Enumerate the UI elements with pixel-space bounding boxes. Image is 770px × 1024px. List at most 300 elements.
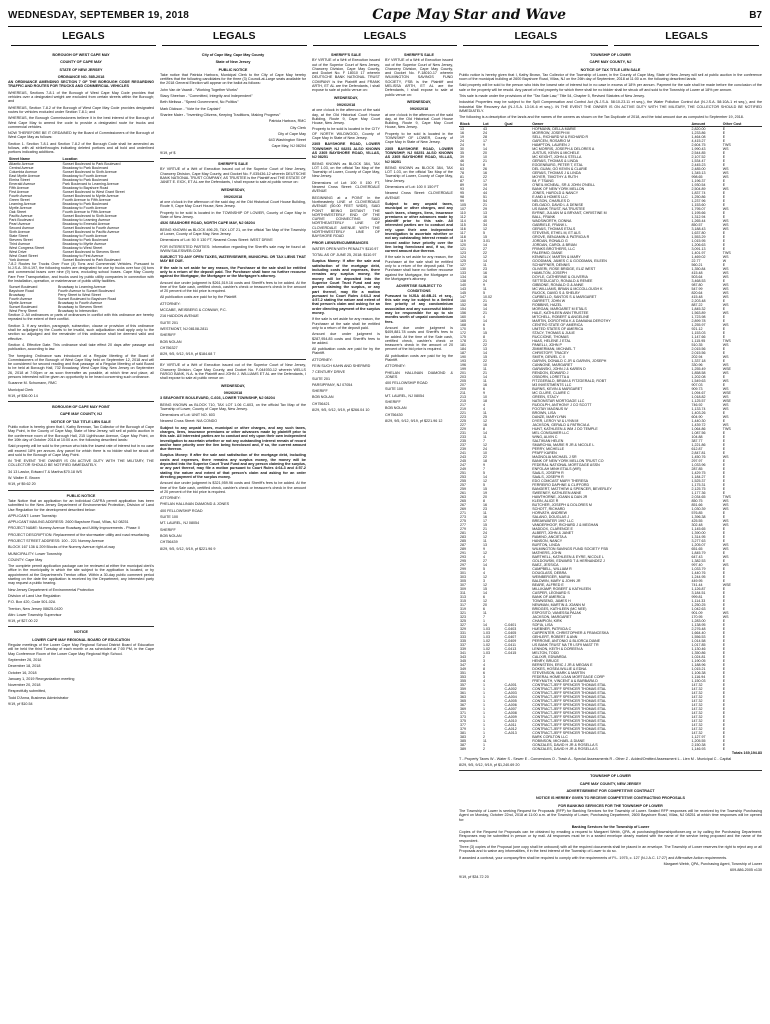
table-cell: 190 [460,354,466,359]
table-cell: 245 [460,458,466,463]
table-cell: 105 [460,202,466,207]
table-cell: STACY, THOMAS & JULIE [532,330,575,335]
table-cell: E [722,634,726,639]
property-address: 2305 BAYSHORE ROAD, LOWER TOWNSHIP, NJ 08251 ALSO KNOWN AS 2305 BAYSHORE ROAD, VILLAS, NJ 08251 [312,142,380,160]
table-header: Other Cost [722,122,762,127]
table-cell: 5 [483,326,486,331]
table-cell: MELTON, TODD [532,650,559,655]
table-cell: 4 [483,314,486,319]
table-cell: HALE, KATHLEEN ANN TRUSTEE [532,310,589,315]
table-cell: BRIDGES, KATHLEEN (MC NEE) [532,606,587,611]
table-cell: E [722,346,726,351]
paragraph: MUNICIPALITY: Lower Township [8,551,62,556]
table-cell: E [722,202,726,207]
notice-title: SHERIFF'S SALE [404,53,434,57]
fee-text: 9/19, pf $34.72 [459,874,484,879]
table-cell: WS [722,422,729,427]
table-cell: 124 [460,254,466,259]
table-cell: 150 [460,298,466,303]
table-cell: E [722,318,726,323]
table-cell: SETTEDUCATO, RONALD & RENEE [532,278,593,283]
table-cell: E [722,238,726,243]
table-cell: MITCHELL, ROBERT & ANGELINE [532,314,590,319]
table-cell: 249 [460,466,466,471]
table-cell: WS [722,454,729,459]
paragraph: Section 3. If any section, paragraph, subsection, clause or provision of this ordinance shall be adjudged by the Courts to be invalid, such adjudication shall apply only to the section so adjudged and the remainder of this ordinance shall be deemed valid and effective. [8,323,154,341]
signature: Attn: Lower Township Supervisor [8,612,62,617]
table-cell: 576.85 [691,510,703,515]
table-cell: Columbia Avenue [9,169,38,174]
table-cell: WS [722,222,729,227]
table-cell: C-A001 [504,682,517,687]
table-cell: WS [722,254,729,259]
paragraph: If the sale is set aside for any reason, the Purchaser at the sale shall be entitled only to a return of the deposit paid. The Purchaser shall have no further recourse against the Mortgagor, the Mortgagee or the Mortgagee's attorney. [160,265,306,279]
fee-num: 20 [515,763,520,768]
table-cell: E [722,650,726,655]
paragraph: WATER OPEN WITH PENALTY $110.97 [312,246,379,251]
table-cell: 1,396.38 [691,514,706,519]
table-cell: E [722,130,726,135]
fee-line [459,763,762,767]
table-cell: E [722,630,726,635]
table-cell: State Street [9,233,28,238]
table-cell: BREAKWATER 1997 LLC [532,518,574,523]
divider [160,158,306,159]
table-cell: WS [722,554,729,559]
paragraph: The complete permit application package can be reviewed at either the municipal clerk's office in the municipality in which the site subject to the application is located, or by appointment at the Department's Trenton office. Within a 30-day public comment period starting on the date the application is received by the Department, any interested party may request a public hearing. [8,564,154,586]
table-cell: 547.99 [691,286,703,291]
table-cell: 14 [483,306,488,311]
table-cell: 219 [460,406,466,411]
fee-text: 9/19, pf $27.00 [8,619,33,624]
table-cell: 235 [460,438,466,443]
table-cell: E [722,438,726,443]
table-cell: Stevens Street [9,237,33,242]
meeting-date: September 26, 2018 [8,657,42,662]
table-cell: Sunset Boulevard to Bayshore Road [57,297,117,302]
table-cell: WS [722,322,729,327]
table-cell: CONTRACT-JEFF SPENCER THOMAS ETAL [532,698,607,703]
table-cell: O'NEIL MCNEAL, SR & JOHN O'NEILL [532,182,596,187]
table-cell: 11 [483,366,487,371]
paragraph: APPLICANT: Lower Township [8,513,57,518]
table-cell: SMARCHIA, MARIE R JR & NICOLE L [532,442,595,447]
attorney: ATTORNEY: [160,496,181,501]
table-cell: DOYLE, CATHERINE & OLIVERIA [532,274,588,279]
table-cell: E [722,658,726,663]
table-cell: 15 [483,522,488,527]
table-cell: 1,030.39 [691,506,706,511]
table-cell: 107 [460,206,466,211]
table-cell: 233 [460,434,466,439]
table-cell: 22 [483,454,488,459]
table-cell: Elmira Street [9,177,30,182]
table-cell: WS [722,506,729,511]
fee-num: 20 [31,482,36,487]
table-cell: 449.95 [691,578,703,583]
table-cell: 112 [460,214,466,219]
table-cell: BANK OF AMERICA [532,594,566,599]
table-cell: E [722,662,726,667]
table-cell: 24 [483,530,488,535]
table-cell: C-0403 [504,626,517,631]
table-cell: 287 [460,542,466,547]
table-cell: 5 [483,566,486,571]
table-cell: RENDON, EDWARD J [532,370,569,375]
table-cell: 2,847.81 [691,450,706,455]
table-cell: 415.48 [691,270,703,275]
table-cell: 273 [460,514,466,519]
table-cell: 387.77 [691,438,703,443]
table-cell: C-0401 [504,622,517,627]
paragraph: If the sale is set aside for any reason, the Purchaser at the sale shall be entitled only to a return of the deposit paid. The Purchaser shall have no further recourse against the Mortgagor, the Mortgagee or the Mortgagee's attorney. [385,255,453,281]
table-cell: WS [722,174,729,179]
attorney: SUITE 100 [160,515,179,520]
table-cell: Sunset Boulevard to Stevens Street [62,249,120,254]
notice-subtitle: LOWER CAPE MAY REGIONAL BOARD OF EDUCATION [32,637,130,642]
paragraph: Dimensions of Lot: 100 X 150 FT, Nearest Cross Street: CLOVERDALE AVENUE [312,180,380,194]
paragraph: If the sale is set aside for any reason, the Purchaser at the sale shall be entitled only to a return of the deposit paid. [312,317,380,330]
table-cell: Central Avenue [9,165,34,170]
table-cell: 227 [460,422,466,427]
table-cell: 339 [460,646,466,651]
attorney: 400 FELLOWSHIP ROAD [385,381,428,386]
table-cell: 335 [460,638,466,643]
table-cell: 21 [483,310,488,315]
table-cell: 143 [460,286,466,291]
table-cell: E [722,230,726,235]
notice-title: BOROUGH OF WEST CAPE MAY [52,53,110,57]
table-cell: 510.35 [691,342,703,347]
table-cell: WS [722,290,729,295]
table-cell: E [722,666,726,671]
table-cell: 63 [460,166,464,171]
fee-text: 8/29, 9/5, 9/12, 9/19, pf $221.96 [160,546,213,551]
table-cell: 353 [460,674,466,679]
table-cell: RUCCIONE, THOMAS [532,334,569,339]
table-cell: C-A010 [504,718,517,723]
table-cell: PFAFF KAREN [532,450,557,455]
table-cell: 1,114.33 [691,598,706,603]
table-header: Qual [504,122,532,127]
table-cell: 351 [460,670,466,675]
table-cell: 39 [460,154,464,159]
sale-date: 09/26/2018 [409,107,429,112]
table-cell: E [722,446,726,451]
table-cell: 114 [460,218,466,223]
masthead [8,4,762,26]
table-cell: 40 [483,218,488,223]
table-cell: 1,845.79 [691,550,706,555]
table-cell: 26 [483,166,488,171]
table-cell: 1,146.93 [691,746,706,751]
notice-subtitle: CAPE MAY COUNTY, NEW JERSEY [579,781,642,786]
table-cell: FREYMUTH, VINCENT A & BARBARA D [532,678,598,683]
table-cell: 3.01 [483,238,491,243]
table-cell: WILMINGTON SAVINGS FUND SOCIETY FSB [532,546,608,551]
attorney: 216 HADDON AVENUE [160,314,199,319]
table-cell: GABRIELE, FRANK L [532,222,568,227]
table-cell: 1,525.37 [691,478,706,483]
table-cell: 1,450.76 [691,454,706,459]
table-cell: ALBERT, JOHN & JANET [532,530,574,535]
masthead-rule [8,26,762,27]
fee-line [160,547,306,551]
table-cell: E [722,198,726,203]
table-cell: 23 [483,266,488,271]
table-cell: C-A008 [504,710,517,715]
table-cell: 115 [460,222,466,227]
table-cell: BURNS, KEVIN & MARGARET [532,386,583,391]
paragraph: Copies of the Request for Proposals can be obtained by emailing a request to Margaret Webb, QPA, at purchasing@townshipoflower.org or by calling the Purchasing Department. Responses may be submitted in person or by mail. All responses must be in a sealed envelope clearly marked with the name of the service being proposed and the name of the respondent. [459,830,762,843]
table-cell: 741.44 [691,582,703,587]
table-cell: 133 [460,270,466,275]
table-cell: 315 [460,598,466,603]
table-cell: Sixth Avenue [9,229,30,234]
column-2 [160,50,306,1018]
table-cell: VANDERHOOF, RICHARD J & MEGHAN [532,522,599,527]
table-cell: E [722,606,726,611]
table-cell: IM, F TSANG [532,178,554,183]
paragraph: BEGINNING at a POINT in the Northeasterly LINE of CLOVERDALE AVENUE (50.00 FEET WIDE), SAID POINT BEING DISTANT THE NORTHWESTERLY END OF THE CURVE CONNECTING SAID NORTHEASTERLY LINE OF CLOVERDALE AVENUE WITH THE NORTHWESTERLY LINE OF BAYSHORE ROAD [312,195,380,239]
table-cell: 127 [460,262,466,267]
notice-title: TOWNSHIP OF LOWER [590,53,631,57]
table-cell: 170.95 [691,614,703,619]
table-cell: 289 [460,546,466,551]
table-cell: 8 [483,162,486,167]
table-cell: 1,990.43 [691,146,706,151]
paragraph: Banking Services for the Township of Lower [571,824,650,829]
table-cell: 10 [483,362,488,367]
table-cell: 147.32 [691,730,703,735]
table-cell: WSE [722,390,731,395]
table-cell: E [722,694,726,699]
attorney: MT. LAUREL, NJ 08054 [160,521,200,526]
legend: T - Property Taxes W - Water S - Sewer E - Conversions O - Trash A - Special Assessments R - Other Z - Added/Omitted Assessment L - Lien M - Municipal C - Capital [459,756,732,761]
table-cell: CHRISTOFF, TRACEY [532,350,569,355]
table-cell: 3 [483,578,486,583]
table-cell: WS [722,218,729,223]
notice-subtitle: PUBLIC NOTICE [218,67,248,72]
table-cell: 147.32 [691,690,703,695]
table-cell: E [722,538,726,543]
table-cell: 2,445.23 [691,162,706,167]
table-cell: WS [722,282,729,287]
sale-day: WEDNESDAY, [406,99,432,104]
paragraph: Section 4. Effective Date. This ordinance shall take effect 20 days after passage and publication, according to law. [8,342,154,352]
table-cell: C-A011 [504,722,517,727]
table-cell: WS [722,310,729,315]
table-cell: DOUGLASS, DEBRA [532,570,567,575]
table-cell: 1,563.89 [691,310,706,315]
table-cell: DEL GUAN, GO KEVIN & CLARIE [532,166,588,171]
table-cell: 2,015.56 [691,346,706,351]
table-cell: 2,504.89 [691,186,706,191]
table-cell: 1 [483,714,486,719]
table-cell: 998.65 [691,174,703,179]
table-cell: 5 [483,470,486,475]
paragraph: APPLICANT MAILING ADDRESS: 2600 Bayshore Road, Villas, NJ 08251 [8,520,129,525]
column-3 [312,50,380,1018]
table-cell: E [722,418,726,423]
table-cell: Pacific Avenue [9,213,33,218]
fee-line [8,482,154,486]
table-cell: 9 [483,282,486,287]
table-cell: Broadway to Fourth Avenue [62,233,107,238]
table-cell: 1,255.49 [691,366,706,371]
table-cell: SMITH, DEWEL C II [532,354,565,359]
fee-line [8,394,154,398]
table-cell: 307 [460,582,466,587]
table-cell: E [722,486,726,491]
paragraph: at one o'clock in the afternoon of the said day, at the Old Historical Court House Building, Route 9, Cape May Court House, New Jersey. [160,200,306,209]
table-cell: 130 [460,266,466,271]
table-cell: Broadway to Park Boulevard [62,237,109,242]
table-cell: C-0409 [504,638,517,643]
table-cell: 311 [460,590,466,595]
notice-title: City of Cape May, Cape May County [201,53,265,57]
notice-title: PUBLIC NOTICE [66,493,96,498]
attorney: PHELAN HALLINAN DIAMOND & JONES [385,370,453,379]
table-cell: 11 [483,510,487,515]
table-cell: 1,250.25 [691,602,706,607]
table-cell: 187 [460,350,466,355]
table-cell: SALTIKIAN HELEN [532,438,564,443]
table-cell: West Perry Street [9,309,38,314]
table-cell: E [722,598,726,603]
fee-text: 9/19, pf $36.00 [8,393,33,398]
table-cell: 1,017.85 [691,642,706,647]
table-cell: BEARE, ALFRED E [532,582,564,587]
table-cell: 1,145.65 [691,526,706,531]
table-cell: E [722,710,726,715]
fee-text: 8/29, 9/5, 9/12, 9/19, pf $221.96 [385,418,438,423]
table-cell: 5 [483,230,486,235]
table-cell: NELSON, CHARLES D [532,198,570,203]
table-cell: 98 [460,194,464,199]
table-cell: WS [722,394,729,399]
table-cell: DANZE, MARYLYNN [532,414,567,419]
table-cell: BUTCHER, JOSEPH & DOLORES M [532,502,592,507]
table-cell: 24 [483,278,488,283]
table-cell: 215 [460,398,466,403]
table-cell: WS [722,518,729,523]
paragraph: Pursuant to NJSA 46:8B-21 et seq., this sale may be subject to a limited lien priority of any condominium association and any successful bidder may be responsible for up to six months worth of unpaid condominium fees. [385,293,453,324]
table-cell: 9 [483,462,486,467]
paragraph: Public notice is hereby given that I, Kathy Brown, Tax Collector of the Township of Lower, in the County of Cape May, State of New Jersey will sell at public auction in the conference room of the municipal building at 2600 Bayshore Road, Villas, NJ on the 26th day of September, 2018 at 11:00 a.m. the following described lands: [459,72,762,82]
table-cell: C-A013 [504,730,517,735]
table-cell: 147.32 [691,714,703,719]
table-cell: 15 [483,486,488,491]
table-cell: 2,485.00 [691,166,706,171]
table-cell: WS [722,286,729,291]
table-cell: 2,125.75 [691,486,706,491]
table-cell: 14 [483,374,488,379]
table-cell: CONTRACT-JEFF SPENCER THOMAS ETAL [532,694,607,699]
table-cell: 14 [483,430,488,435]
table-cell: BANK OF NEW YORK MELLON [532,186,585,191]
table-cell: 1.03 [483,630,491,635]
table-cell: 313 [460,594,466,599]
table-cell: PERRONE, ANTONIO & BLIORCA DIANE [532,638,601,643]
table-cell: 2,604.75 [691,142,706,147]
table-cell: HAWTHORNE, JOANN & DAN JR [532,494,588,499]
table-cell: 560.21 [691,262,703,267]
table-cell: 317 [460,602,466,607]
table-cell: 2 [483,734,486,739]
table-cell: 1,429.75 [691,470,706,475]
signature: W. Walter E. Brown [8,476,40,481]
sheriff: BOB NOLAN [312,395,334,400]
table-cell: 19 [483,182,488,187]
fee-text: 8/29, 9/5, 9/12, 9/19, pf $184.68 [160,352,213,357]
table-cell: 309 [460,586,466,591]
paragraph: BLOCK 167 136 & 209 Blocks of the Nummy Avenue right-of-way [8,545,115,550]
table-cell: 12 [483,550,488,555]
notice-subtitle: NOTICE IS HEREBY GIVEN TO RECEIVE COMPETITIVE CONTRACTING PROPOSALS [535,796,686,801]
page-number: B7 [749,9,762,21]
table-cell: C-A003 [504,690,517,695]
table-cell: 909.73 [691,386,703,391]
table-cell: 329 [460,626,466,631]
table-cell: GOODMAN, JAMES C & GOODMAN, EILEEN [532,258,607,263]
table-cell: 746.92 [691,402,703,407]
table-cell: 321 [460,610,466,615]
table-cell: 3,468.53 [691,278,706,283]
table-cell: Broadway to Intersection [57,309,98,314]
table-cell: 2,015.56 [691,350,706,355]
table-cell: 165 [460,318,466,323]
paragraph: BY VIRTUE of a Writ of Execution issued out of the Superior Court of New Jersey, Chancery Division, Cape May County, and Docket No. F 18010 17 wherein DEUTSCHE BANK NATIONAL TRUST COMPANY is the Plaintiff and FRANK ARTH, ET AL are the Defendants, I shall expose to sale at public venue on: [312,58,380,93]
paragraph: IN THE EVENT THE OWNER IS ON ACTIVE DUTY WITH THE MILITARY, THE COLLECTOR SHOULD BE NOTIFIED IMMEDIATELY. [8,459,154,468]
table-cell: 1 [483,726,486,731]
table-cell: 265 [460,498,466,503]
table-cell: WS [722,362,729,367]
table-cell: RAMINO, ANCIETA A [532,534,567,539]
table-header: Lot [482,122,503,127]
table-cell: 275 [460,518,466,523]
table-cell: 121 [460,246,466,251]
table-cell: 1,150.03 [691,678,706,683]
table-cell: 1,337.18 [691,358,706,363]
table-cell: 24 [483,186,488,191]
table-cell: 11 [483,610,487,615]
table-cell: 1,664.40 [691,630,706,635]
table-cell: 81 [460,174,464,179]
table-cell: BAEZ, JESSICA [532,562,559,567]
paragraph: PROJECT DESCRIPTION: Replacement of the stormwater utility and road resurfacing. [8,532,150,537]
table-cell: E [722,190,726,195]
table-cell: 293 [460,554,466,559]
fee-num: 10 [365,408,370,413]
table-cell: RUDOLPH, ANTHONY J CO SCOTT [532,402,592,407]
table-cell: FOOTAY MAGNUS W [532,406,568,411]
paragraph: BEING KNOWN as BLOCK 384, TAX LOT 1.03, on the official Tax Map of the Township of Lower, County of Cape May, New Jersey. [312,161,380,179]
table-cell: RUOCK, DAVID S & SHELBY [532,290,580,295]
table-cell: 503.64 [691,274,703,279]
signature: 643 Washington Street [268,138,306,143]
paragraph: Section 1. Section 7-8.1 and Section 7-8.2 of the Borough Code shall be amended as follows, with all strikethroughs indicating deleted portions and all bold and underlined portions indicating additions. [8,141,154,155]
table-cell: 1 [483,730,486,735]
table-cell: 16 [483,170,488,175]
table-cell: WSE [722,582,731,587]
table-cell: Third Avenue [9,241,31,246]
table-cell: MC WILLIAMS, BRIAN & MCCOLLOUGH K [532,286,603,291]
table-cell: SAALS, JOSEPH R [532,474,564,479]
table-cell: 13 [460,126,464,131]
column-head: LEGALS [162,30,307,46]
cell: $70.18 WS [63,469,82,474]
